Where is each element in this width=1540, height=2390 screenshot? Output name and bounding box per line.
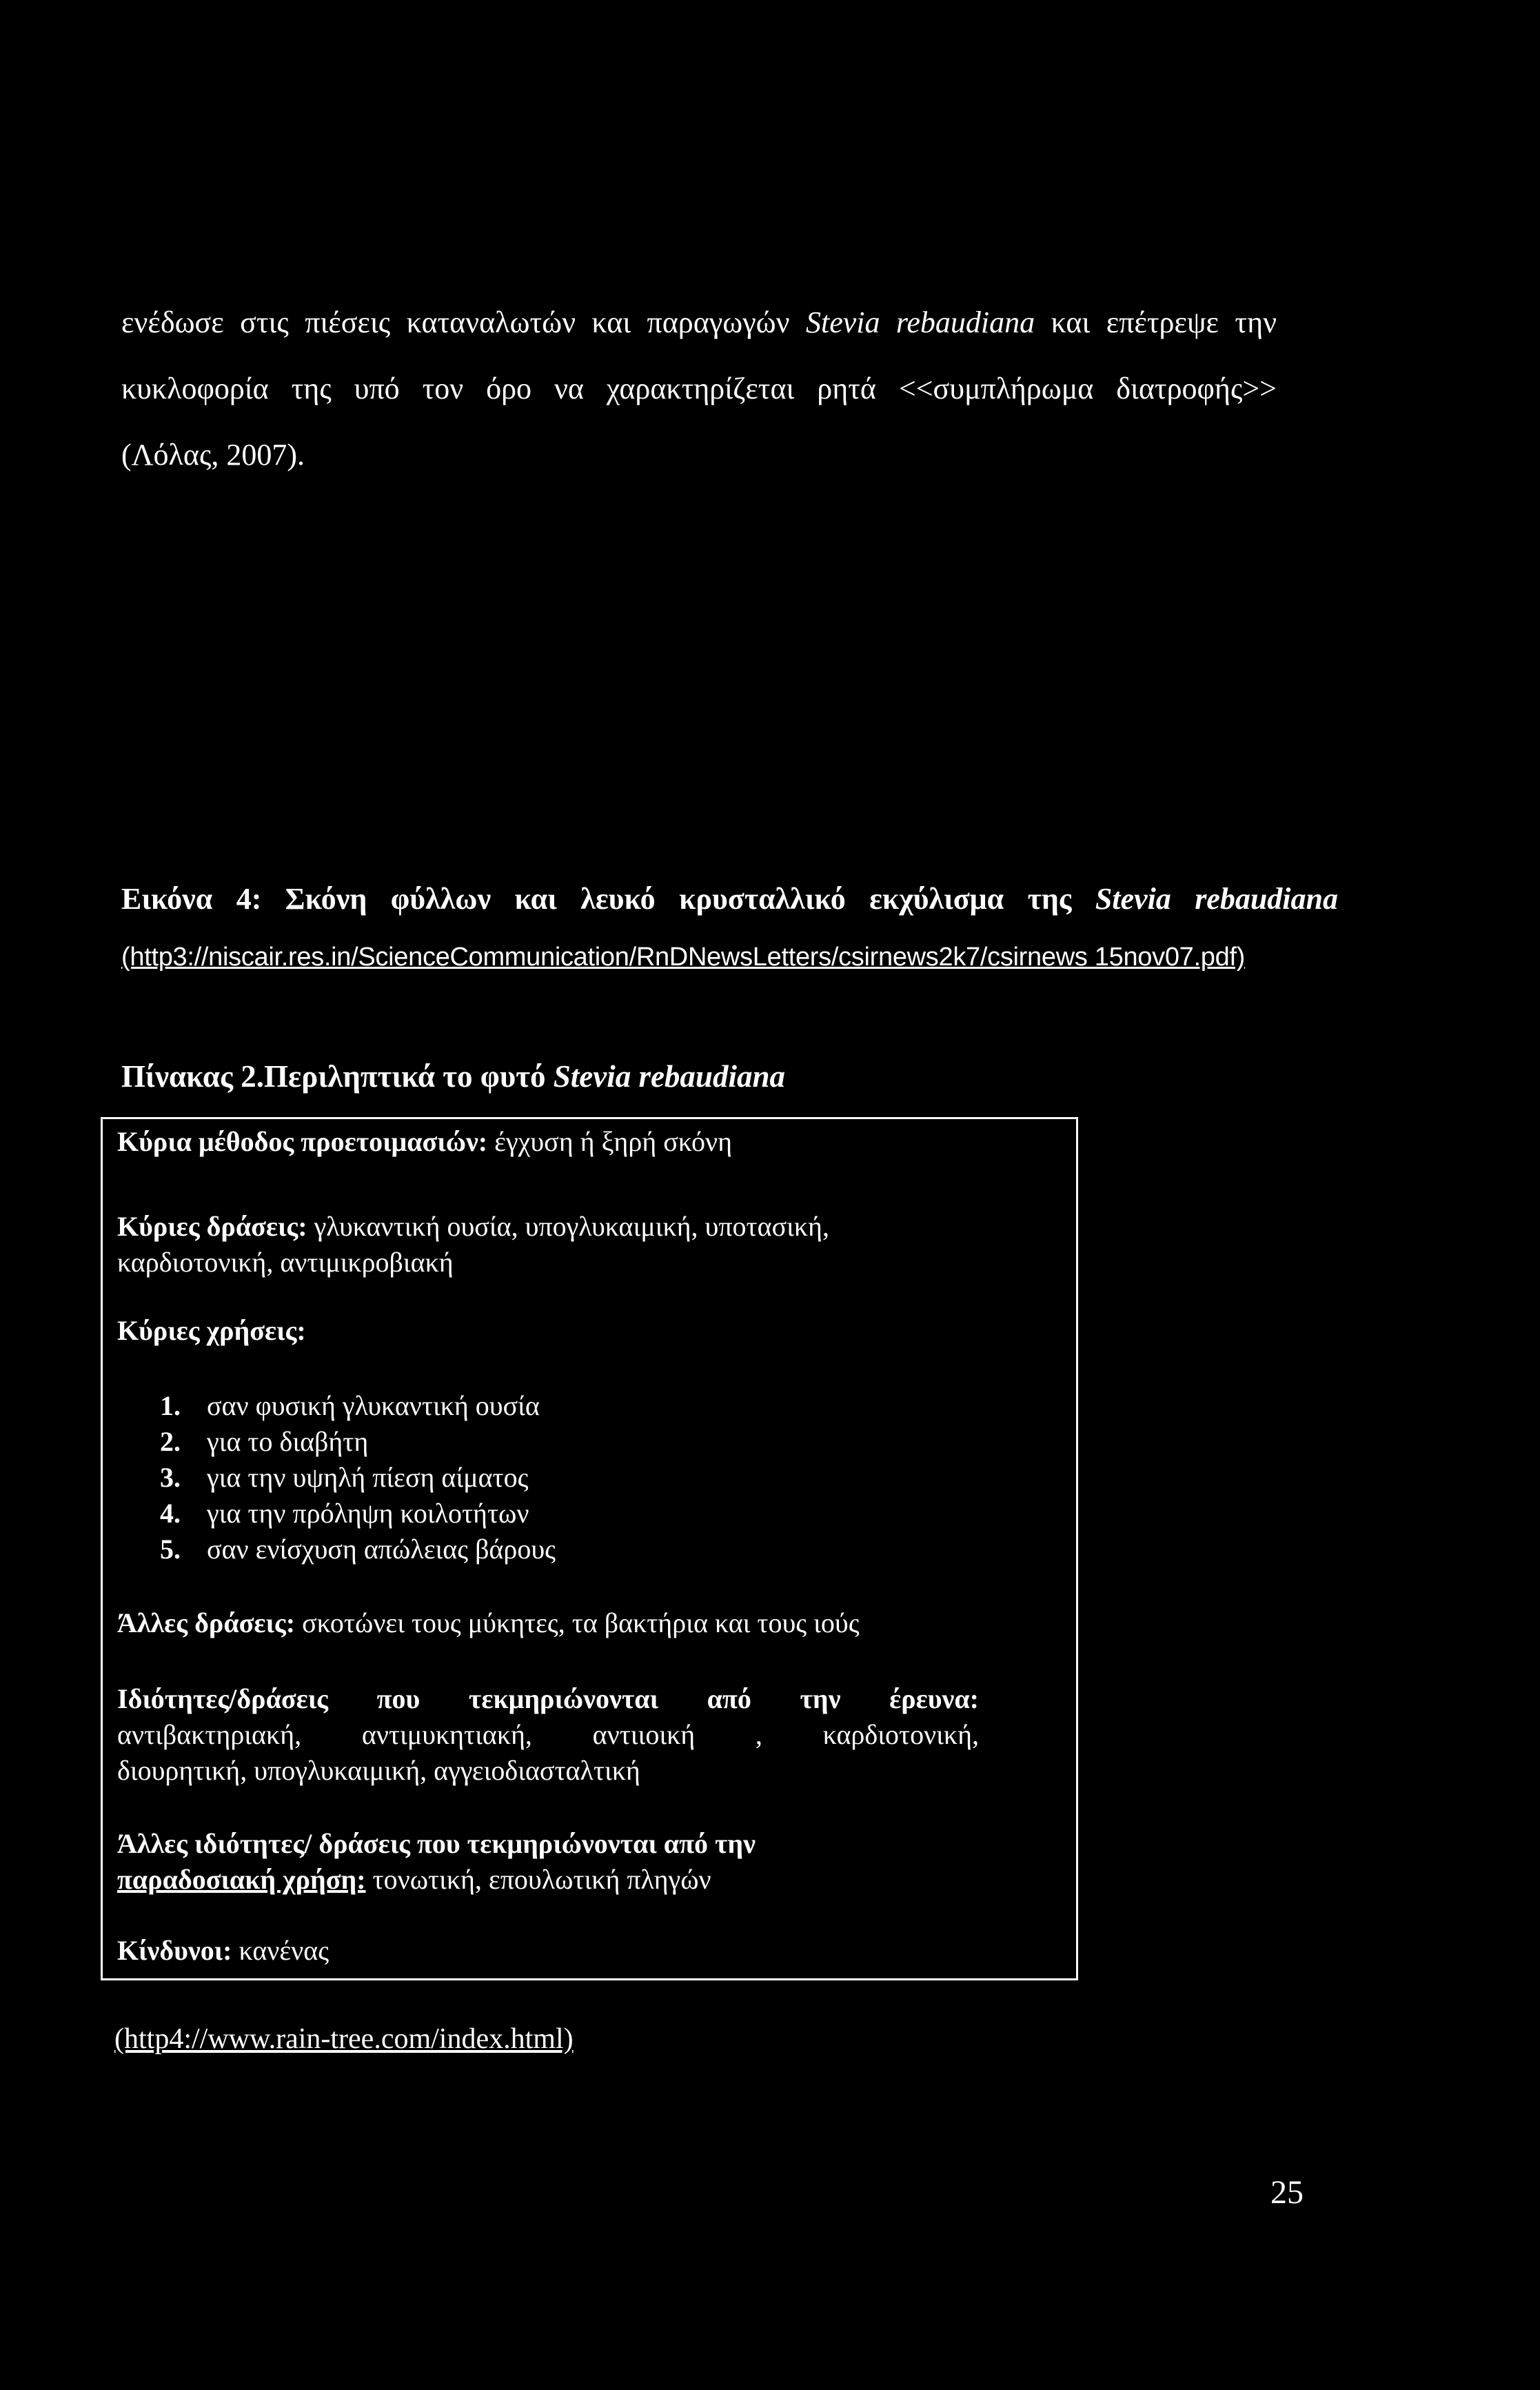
list-text: για την πρόληψη κοιλοτήτων bbox=[207, 1498, 529, 1529]
prep-method-label: Κύρια μέθοδος προετοιμασιών: bbox=[117, 1126, 488, 1157]
research-value-line-2: διουρητική, υπογλυκαιμική, αγγειοδιασταλτική bbox=[117, 1755, 640, 1786]
paragraph-text: και επέτρεψε την bbox=[1051, 305, 1277, 339]
page-number: 25 bbox=[1270, 2174, 1304, 2211]
other-actions-value: σκοτώνει τους μύκητες, τα βακτήρια και τους ιούς bbox=[302, 1607, 860, 1638]
main-actions-label: Κύριες δράσεις: bbox=[117, 1211, 307, 1242]
species-name: Stevia rebaudiana bbox=[805, 305, 1035, 339]
dangers-row bbox=[117, 1934, 329, 1967]
traditional-label: Άλλες ιδιότητες/ δράσεις που τεκμηριώνονται από την bbox=[117, 1828, 756, 1859]
list-number: 4. bbox=[160, 1498, 181, 1529]
other-actions-row bbox=[117, 1607, 860, 1639]
paragraph-text: ενέδωσε στις πιέσεις καταναλωτών και παραγωγών bbox=[121, 305, 790, 339]
research-label: Ιδιότητες/δράσεις που τεκμηριώνονται από την έρευνα: bbox=[117, 1683, 979, 1714]
dangers-value: κανένας bbox=[239, 1935, 330, 1966]
figure-source-link[interactable]: (http3://niscair.res.in/ScienceCommunication/RnDNewsLetters/csirnews2k7/csirnews 15nov07.pdf) bbox=[121, 943, 1246, 972]
other-actions-label: Άλλες δράσεις: bbox=[117, 1607, 296, 1638]
caption-text: Εικόνα 4: Σκόνη φύλλων και λευκό κρυσταλλικό εκχύλισμα της bbox=[121, 882, 1072, 916]
main-actions-row-cont: καρδιοτονική, αντιμικροβιακή bbox=[117, 1247, 454, 1278]
paragraph-line-2: κυκλοφορία της υπό τον όρο να χαρακτηρίζεται ρητά <<συμπλήρωμα διατροφής>> bbox=[121, 372, 1277, 405]
table-source-link[interactable]: (http4://www.rain-tree.com/index.html) bbox=[114, 2023, 574, 2055]
table-title bbox=[121, 1058, 785, 1094]
species-name: Stevia rebaudiana bbox=[1095, 882, 1339, 916]
species-name: Stevia rebaudiana bbox=[553, 1059, 785, 1094]
paragraph-line-1 bbox=[121, 290, 1277, 356]
list-number: 1. bbox=[160, 1390, 181, 1421]
research-value-line-1: αντιβακτηριακή, αντιμυκητιακή, αντιιοική , καρδιοτονική, bbox=[117, 1719, 979, 1750]
table-title-text: Πίνακας 2.Περιληπτικά το φυτό bbox=[121, 1059, 546, 1094]
list-number: 3. bbox=[160, 1462, 181, 1493]
traditional-label-cont: παραδοσιακή χρήση: bbox=[117, 1864, 366, 1895]
list-number: 5. bbox=[160, 1534, 181, 1565]
main-actions-value: γλυκαντική ουσία, υπογλυκαιμική, υποτασική, bbox=[314, 1211, 829, 1242]
list-text: για την υψηλή πίεση αίματος bbox=[207, 1462, 529, 1493]
main-actions-row bbox=[117, 1210, 829, 1243]
list-text: σαν φυσική γλυκαντική ουσία bbox=[207, 1390, 540, 1421]
list-text: σαν ενίσχυση απώλειας βάρους bbox=[207, 1534, 556, 1565]
figure-caption bbox=[121, 881, 1338, 916]
body-paragraph bbox=[121, 290, 1277, 488]
dangers-label: Κίνδυνοι: bbox=[117, 1935, 232, 1966]
main-uses-label: Κύριες χρήσεις: bbox=[117, 1315, 306, 1346]
paragraph-line-3: (Λόλας, 2007). bbox=[121, 438, 305, 472]
prep-method-value: έγχυση ή ξηρή σκόνη bbox=[494, 1126, 733, 1157]
traditional-value: τονωτική, επουλωτική πληγών bbox=[372, 1864, 711, 1895]
prep-method-row bbox=[117, 1125, 732, 1158]
list-text: για το διαβήτη bbox=[207, 1426, 369, 1457]
list-number: 2. bbox=[160, 1426, 181, 1457]
traditional-row bbox=[117, 1863, 711, 1896]
